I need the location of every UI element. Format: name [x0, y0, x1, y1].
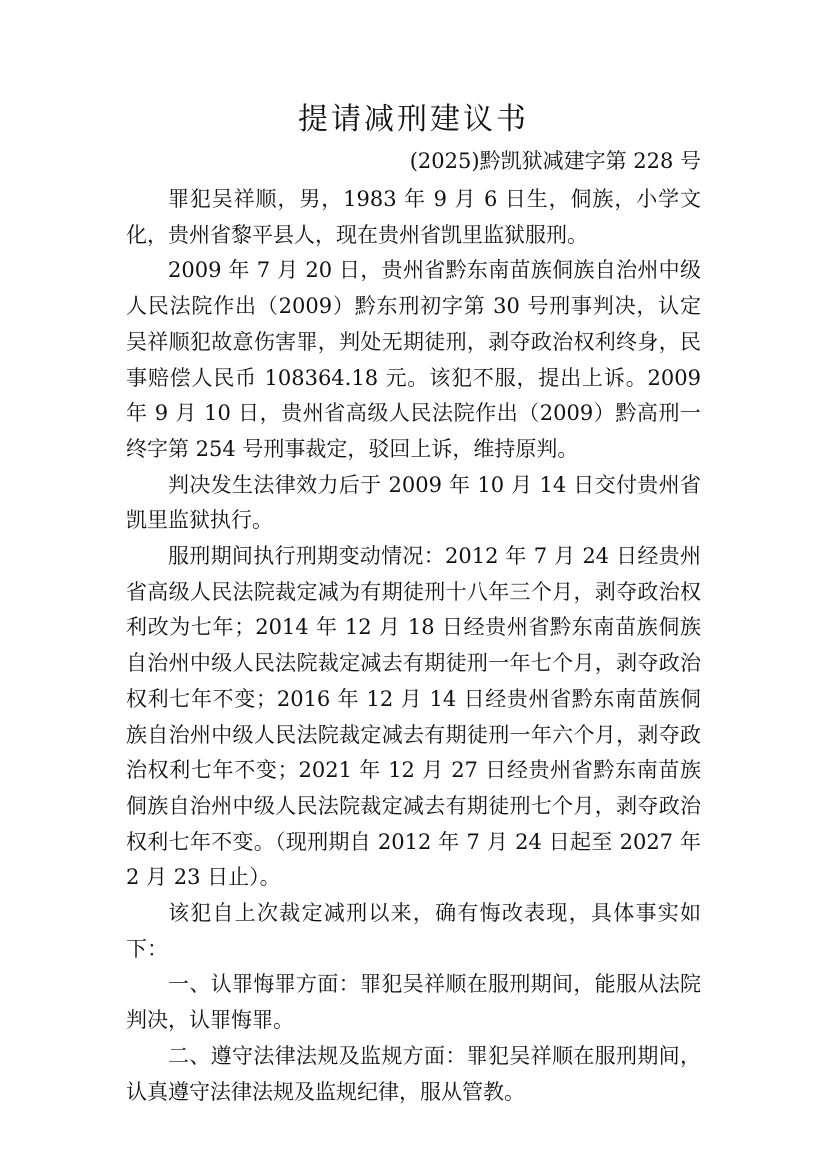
paragraph-original-judgment: 2009 年 7 月 20 日，贵州省黔东南苗族侗族自治州中级人民法院作出（2009）黔东刑初字第 30 号刑事判决，认定吴祥顺犯故意伤害罪，判处无期徒刑，剥夺政治权利终身，民事赔偿人民币 108364.18 元。该犯不服，提出上诉。2009 年 9 月 10 日，贵州省高级人民法院作出（2009）黔高刑一终字第 254 号刑事裁定，驳回上诉，维持原判。: [126, 258, 701, 461]
document-body: [126, 182, 701, 1110]
paragraph-sentence-changes: 服刑期间执行刑期变动情况：2012 年 7 月 24 日经贵州省高级人民法院裁定减为有期徒刑十八年三个月，剥夺政治权利改为七年；2014 年 12 月 18 日经贵州省黔东南苗族侗族自治州中级人民法院裁定减去有期徒刑一年七个月，剥夺政治权利七年不变；2016 年 12 月 14 日经贵州省黔东南苗族侗族自治州中级人民法院裁定减去有期徒刑一年六个月，剥夺政治权利七年不变；2021 年 12 月 27 日经贵州省黔东南苗族侗族自治州中级人民法院裁定减去有期徒刑七个月，剥夺政治权利七年不变。（现刑期自 2012 年 7 月 24 日起至 2027 年 2 月 23 日止）。: [126, 544, 701, 890]
paragraph-facts-intro: 该犯自上次裁定减刑以来，确有悔改表现，具体事实如下：: [126, 901, 701, 961]
paragraph-rule-compliance: 二、遵守法律法规及监规方面：罪犯吴祥顺在服刑期间，认真遵守法律法规及监规纪律，服从管教。: [126, 1043, 701, 1104]
document-title: 提请减刑建议书: [298, 102, 529, 137]
paragraph-execution-handover: 判决发生法律效力后于 2009 年 10 月 14 日交付贵州省凯里监狱执行。: [126, 472, 701, 533]
document-number: (2025)黔凯狱减建字第 228 号: [409, 149, 701, 173]
paragraph-repentance: 一、认罪悔罪方面：罪犯吴祥顺在服刑期间，能服从法院判决，认罪悔罪。: [126, 972, 701, 1033]
paragraph-prisoner-info: 罪犯吴祥顺，男，1983 年 9 月 6 日生，侗族，小学文化，贵州省黎平县人，现在贵州省凯里监狱服刑。: [126, 187, 701, 247]
